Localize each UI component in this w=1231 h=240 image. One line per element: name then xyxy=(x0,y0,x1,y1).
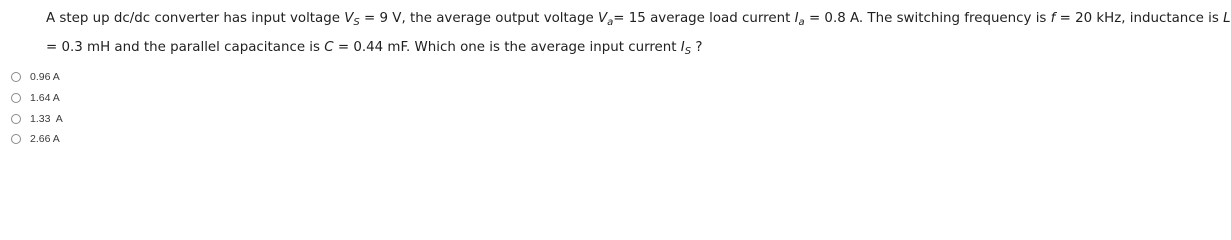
var-input-current: I xyxy=(680,40,685,55)
question-text-segment: = 20 kHz, inductance is xyxy=(1055,11,1224,26)
question-line-1 xyxy=(46,4,1231,33)
var-capacitance: C xyxy=(324,40,334,55)
var-frequency: f xyxy=(1050,11,1056,26)
question-text-segment: = 0.3 mH and the parallel capacitance is xyxy=(46,40,325,55)
question-line-2 xyxy=(46,33,1196,62)
answer-option-label: 0.96 A xyxy=(30,71,60,84)
var-output-voltage: V xyxy=(597,11,608,26)
answer-options xyxy=(11,67,63,150)
answer-option-2[interactable] xyxy=(11,88,63,109)
radio-button-icon[interactable] xyxy=(11,134,21,144)
question-text-segment: = 0.8 A. The switching frequency is xyxy=(804,11,1051,26)
radio-button-icon[interactable] xyxy=(11,72,21,82)
answer-option-4[interactable] xyxy=(11,129,63,150)
var-load-current-subscript: a xyxy=(798,17,805,28)
answer-option-label: 1.64 A xyxy=(30,92,60,105)
question-text-segment: ? xyxy=(691,40,703,55)
var-output-voltage-subscript: a xyxy=(607,17,614,28)
answer-option-label: 2.66 A xyxy=(30,133,60,146)
radio-button-icon[interactable] xyxy=(11,93,21,103)
var-input-voltage: V xyxy=(344,11,354,26)
question-text-segment: = 0.44 mF. Which one is the average input current xyxy=(333,40,681,55)
question-text xyxy=(46,4,1231,62)
radio-button-icon[interactable] xyxy=(11,114,21,124)
var-load-current: I xyxy=(794,11,799,26)
question-text-segment: A step up dc/dc converter has input voltage xyxy=(46,11,345,26)
answer-option-label: 1.33 A xyxy=(30,112,63,125)
var-input-voltage-subscript: S xyxy=(353,17,360,28)
var-inductance: L xyxy=(1223,11,1231,26)
question-text-segment: = 9 V, the average output voltage xyxy=(359,11,598,26)
answer-option-3[interactable] xyxy=(11,108,63,129)
answer-option-1[interactable] xyxy=(11,67,63,88)
var-input-current-subscript: S xyxy=(684,46,692,57)
question-text-segment: = 15 average load current xyxy=(613,11,795,26)
